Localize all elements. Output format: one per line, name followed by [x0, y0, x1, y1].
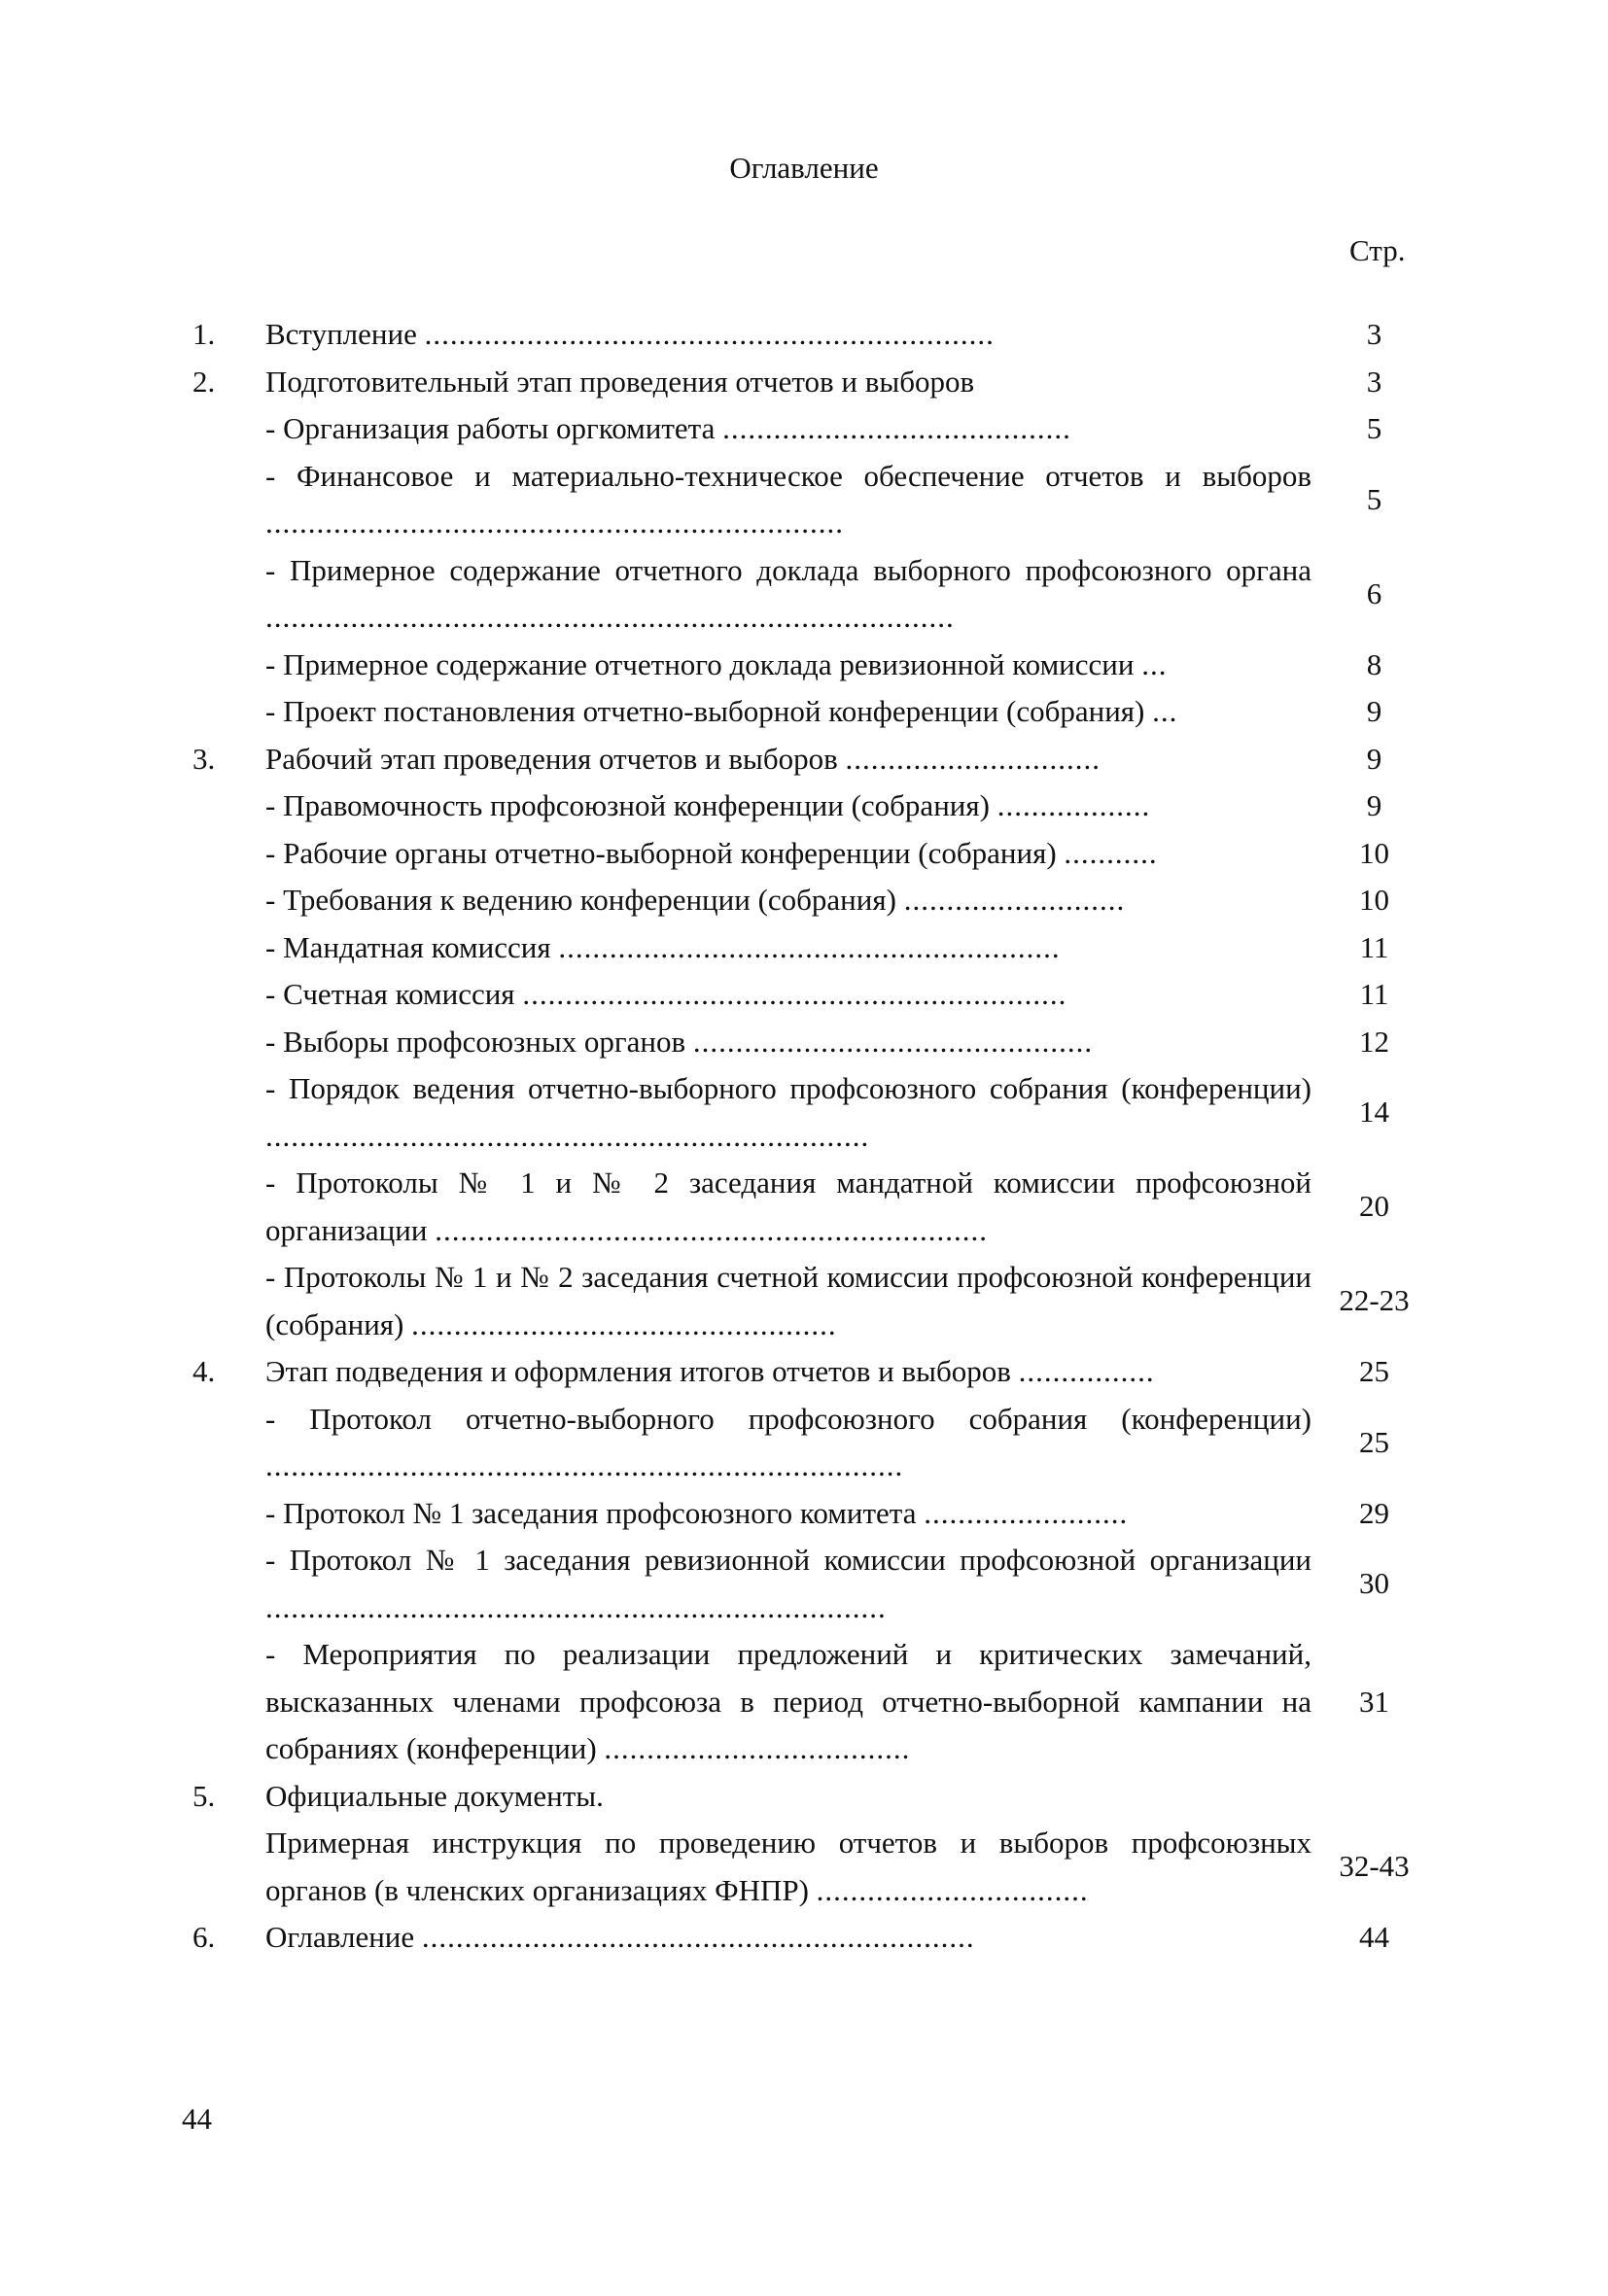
toc-entry [192, 453, 1437, 547]
entry-title: Оглавление [265, 1920, 415, 1954]
page-column-header: Стр. [1349, 233, 1406, 267]
leader-dots: .................................................................... [265, 505, 844, 539]
toc-entry [192, 1160, 1437, 1254]
entry-page: 30 [1359, 1566, 1389, 1601]
toc-entry [192, 877, 1437, 924]
entry-text [265, 830, 1311, 878]
entry-text [265, 971, 1311, 1019]
leader-dots: ......................................................................... [265, 1589, 887, 1624]
leader-dots: ............................................... [692, 1024, 1094, 1059]
entry-number [192, 642, 265, 689]
entry-text [265, 359, 1311, 406]
entry-text [265, 1914, 1311, 1962]
toc-entry [192, 783, 1437, 830]
toc-entry [192, 1537, 1437, 1631]
entry-text [265, 1160, 1311, 1254]
leader-dots: ......................................... [722, 411, 1071, 445]
entry-page [1311, 1773, 1437, 1821]
toc-entry [192, 736, 1437, 783]
leader-dots: ... [1141, 646, 1168, 681]
entry-text [265, 1019, 1311, 1066]
entry-page: 3 [1366, 317, 1382, 351]
entry-title: - Протокол № 1 заседания ревизионной комиссии профсоюзной организации [265, 1543, 1311, 1577]
entry-page: 10 [1359, 883, 1389, 917]
table-of-contents [192, 311, 1437, 1962]
entry-page: 9 [1366, 694, 1382, 728]
entry-title: - Финансовое и материально-техническое обеспечение отчетов и выборов [265, 458, 1311, 493]
entry-title: Рабочий этап проведения отчетов и выборов [265, 741, 838, 776]
entry-page: 5 [1366, 411, 1382, 445]
entry-page: 29 [1359, 1495, 1389, 1530]
entry-page: 25 [1359, 1354, 1389, 1388]
entry-number [192, 1396, 265, 1490]
entry-title: - Мандатная комиссия [265, 929, 551, 964]
entry-number [192, 1820, 265, 1914]
entry-text [265, 311, 1311, 359]
entry-title: - Примерное содержание отчетного доклада ревизионной комиссии [265, 646, 1135, 681]
entry-page: 12 [1359, 1024, 1389, 1059]
entry-text [265, 1490, 1311, 1538]
entry-page: 20 [1359, 1189, 1389, 1224]
entry-title: - Организация работы оргкомитета [265, 411, 716, 445]
leader-dots: ........................................................... [558, 929, 1061, 964]
toc-entry [192, 1914, 1437, 1962]
toc-entry [192, 1396, 1437, 1490]
entry-page: 44 [1359, 1920, 1389, 1954]
entry-number: 6. [192, 1920, 216, 1954]
entry-text [265, 877, 1311, 924]
entry-number: 2. [192, 364, 216, 399]
entry-title: - Примерное содержание отчетного доклада выборного профсоюзного органа [265, 552, 1311, 587]
entry-text [265, 1773, 1311, 1821]
entry-title: - Протокол № 1 заседания профсоюзного комитета [265, 1495, 917, 1530]
entry-text [265, 1396, 1311, 1490]
leader-dots: ................................................................................. [265, 600, 955, 634]
entry-page: 5 [1366, 481, 1382, 516]
toc-entry [192, 1631, 1437, 1773]
leader-dots: .................................... [604, 1731, 911, 1765]
toc-entry [192, 1065, 1437, 1160]
entry-page: 31 [1359, 1684, 1389, 1719]
entry-page: 3 [1366, 364, 1382, 399]
entry-number: 5. [192, 1778, 216, 1813]
entry-title: - Проект постановления отчетно-выборной конференции (собрания) [265, 694, 1145, 728]
leader-dots: .................. [996, 788, 1151, 822]
entry-page: 22-23 [1339, 1283, 1410, 1318]
entry-number [192, 1490, 265, 1538]
entry-title: - Выборы профсоюзных органов [265, 1024, 686, 1059]
entry-number [192, 405, 265, 453]
entry-number [192, 1631, 265, 1773]
entry-title: - Мероприятия по реализации предложений и критических замечаний, высказанных членами профсоюза в период отчетно-выборной кампании на собраниях (конференции) [265, 1637, 1311, 1765]
entry-page: 11 [1359, 929, 1389, 964]
entry-title: - Протоколы № 1 и № 2 заседания счетной комиссии профсоюзной конференции (собрания) [265, 1260, 1311, 1341]
page-title: Оглавление [729, 151, 879, 185]
entry-text [265, 547, 1311, 642]
entry-number: 4. [192, 1354, 216, 1388]
entry-title: Подготовительный этап проведения отчетов и выборов [265, 364, 975, 399]
leader-dots: ................ [1018, 1354, 1155, 1388]
entry-number [192, 971, 265, 1019]
toc-entry [192, 1019, 1437, 1066]
entry-text [265, 405, 1311, 453]
entry-title: Официальные документы. [265, 1778, 604, 1813]
toc-entry [192, 688, 1437, 736]
entry-page: 14 [1359, 1095, 1389, 1130]
entry-number [192, 1019, 265, 1066]
leader-dots: .................................................. [411, 1306, 837, 1341]
entry-title: - Протоколы № 1 и № 2 заседания мандатной комиссии профсоюзной организации [265, 1165, 1311, 1247]
entry-title: Вступление [265, 317, 417, 351]
entry-number [192, 830, 265, 878]
toc-entry [192, 547, 1437, 642]
entry-page: 8 [1366, 646, 1382, 681]
entry-number [192, 547, 265, 642]
entry-text [265, 1537, 1311, 1631]
leader-dots: ................................................................... [424, 317, 995, 351]
leader-dots: ................................................................ [522, 977, 1067, 1011]
entry-text [265, 1065, 1311, 1160]
toc-entry [192, 1820, 1437, 1914]
entry-page: 25 [1359, 1424, 1389, 1459]
leader-dots: ... [1152, 694, 1178, 728]
entry-title: - Правомочность профсоюзной конференции (собрания) [265, 788, 990, 822]
entry-title: Примерная инструкция по проведению отчетов и выборов профсоюзных органов (в членских организациях ФНПР) [265, 1826, 1311, 1907]
leader-dots: ................................................................. [435, 1212, 988, 1247]
entry-number [192, 1065, 265, 1160]
entry-page: 32-43 [1339, 1849, 1410, 1884]
toc-entry [192, 405, 1437, 453]
leader-dots: ........................................................................... [265, 1448, 904, 1482]
entry-text [265, 924, 1311, 972]
entry-page: 6 [1366, 575, 1382, 610]
toc-entry [192, 830, 1437, 878]
entry-text [265, 1631, 1311, 1773]
toc-entry [192, 311, 1437, 359]
entry-text [265, 1820, 1311, 1914]
leader-dots: .......................... [903, 883, 1126, 917]
entry-title: - Протокол отчетно-выборного профсоюзного собрания (конференции) [265, 1401, 1311, 1436]
entry-number [192, 688, 265, 736]
leader-dots: ........... [1064, 835, 1158, 870]
entry-number [192, 1254, 265, 1348]
entry-page: 11 [1359, 977, 1389, 1011]
entry-number [192, 924, 265, 972]
entry-number: 3. [192, 741, 216, 776]
entry-text [265, 1348, 1311, 1396]
entry-text [265, 783, 1311, 830]
entry-number [192, 1537, 265, 1631]
entry-page: 9 [1366, 741, 1382, 776]
entry-number [192, 1160, 265, 1254]
leader-dots: ................................ [816, 1872, 1089, 1907]
entry-number [192, 877, 265, 924]
toc-entry [192, 971, 1437, 1019]
entry-page: 10 [1359, 835, 1389, 870]
entry-number [192, 783, 265, 830]
entry-title: - Рабочие органы отчетно-выборной конференции (собрания) [265, 835, 1057, 870]
entry-text [265, 642, 1311, 689]
entry-number [192, 453, 265, 547]
footer-page-number: 44 [182, 2102, 212, 2136]
leader-dots: ....................................................................... [265, 1118, 870, 1153]
entry-title: - Требования к ведению конференции (собрания) [265, 883, 896, 917]
toc-entry [192, 642, 1437, 689]
leader-dots: ........................ [924, 1495, 1129, 1530]
entry-text [265, 736, 1311, 783]
toc-entry [192, 1254, 1437, 1348]
toc-entry [192, 1348, 1437, 1396]
entry-page: 9 [1366, 788, 1382, 822]
leader-dots: .............................. [845, 741, 1101, 776]
entry-title: - Счетная комиссия [265, 977, 515, 1011]
entry-title: Этап подведения и оформления итогов отчетов и выборов [265, 1354, 1011, 1388]
toc-entry [192, 1490, 1437, 1538]
entry-text [265, 1254, 1311, 1348]
leader-dots: ................................................................. [421, 1920, 975, 1954]
entry-title: - Порядок ведения отчетно-выборного профсоюзного собрания (конференции) [265, 1071, 1311, 1105]
toc-entry [192, 1773, 1437, 1821]
entry-text [265, 453, 1311, 547]
entry-text [265, 688, 1311, 736]
toc-entry [192, 359, 1437, 406]
entry-number: 1. [192, 317, 216, 351]
toc-entry [192, 924, 1437, 972]
